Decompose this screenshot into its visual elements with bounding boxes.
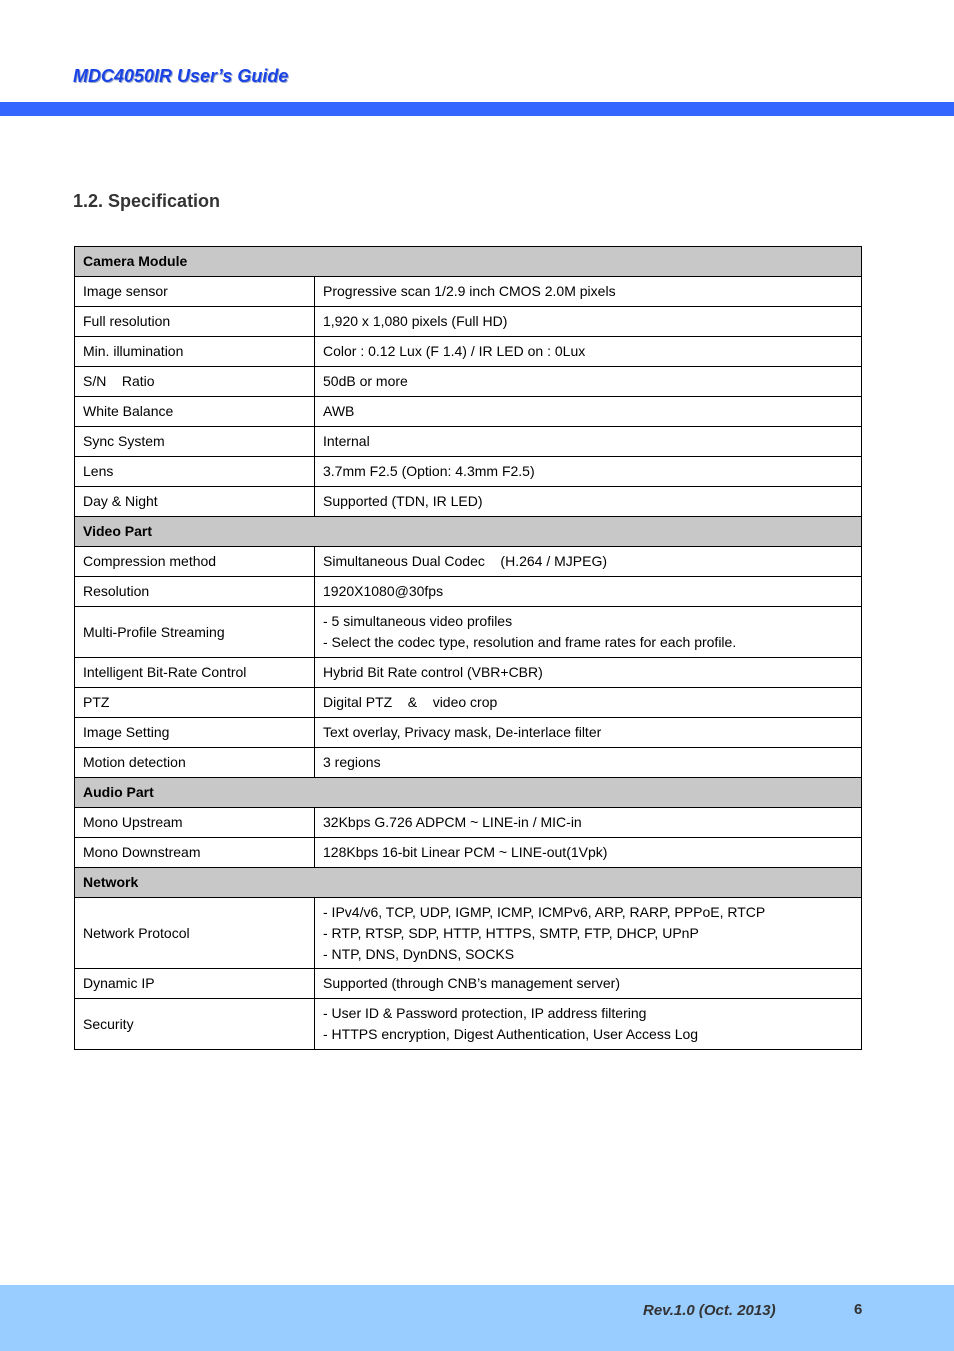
table-row <box>75 898 862 969</box>
spec-value-line: 128Kbps 16-bit Linear PCM ~ LINE-out(1Vpk) <box>323 844 608 860</box>
spec-value-line: - 5 simultaneous video profiles <box>323 613 513 629</box>
table-row <box>75 969 862 999</box>
spec-value <box>315 838 862 868</box>
spec-value-line: 1920X1080@30fps <box>323 583 444 599</box>
table-row <box>75 457 862 487</box>
spec-label: Dynamic IP <box>75 969 315 999</box>
spec-value <box>315 688 862 718</box>
revision-label: Rev.1.0 (Oct. 2013) <box>643 1302 776 1319</box>
spec-value <box>315 748 862 778</box>
page-number: 6 <box>854 1301 863 1318</box>
spec-value <box>315 427 862 457</box>
table-row <box>75 838 862 868</box>
spec-value-line: AWB <box>323 403 355 419</box>
spec-label: S/N Ratio <box>75 367 315 397</box>
spec-value-line: Simultaneous Dual Codec (H.264 / MJPEG) <box>323 553 608 569</box>
spec-value <box>315 607 862 658</box>
table-row <box>75 999 862 1050</box>
group-title: Audio Part <box>75 778 862 808</box>
table-row <box>75 397 862 427</box>
table-row <box>75 658 862 688</box>
spec-label: Sync System <box>75 427 315 457</box>
spec-value-line: - Select the codec type, resolution and frame rates for each profile. <box>323 634 737 650</box>
spec-value <box>315 969 862 999</box>
table-row <box>75 427 862 457</box>
table-row <box>75 607 862 658</box>
spec-value <box>315 577 862 607</box>
document-title: MDC4050IR User’s Guide <box>73 66 289 86</box>
table-row <box>75 748 862 778</box>
spec-value-line: - User ID & Password protection, IP address filtering <box>323 1005 647 1021</box>
spec-label: Network Protocol <box>75 898 315 969</box>
spec-value-line: Internal <box>323 433 370 449</box>
spec-value-line: 32Kbps G.726 ADPCM ~ LINE-in / MIC-in <box>323 814 582 830</box>
group-title: Network <box>75 868 862 898</box>
spec-value-line: 50dB or more <box>323 373 408 389</box>
spec-table <box>74 246 862 1050</box>
table-row <box>75 547 862 577</box>
table-group-header <box>75 247 862 277</box>
spec-value <box>315 658 862 688</box>
spec-label: Full resolution <box>75 307 315 337</box>
spec-label: Image sensor <box>75 277 315 307</box>
spec-value-line: Digital PTZ & video crop <box>323 694 498 710</box>
table-row <box>75 337 862 367</box>
spec-value <box>315 487 862 517</box>
spec-label: Security <box>75 999 315 1050</box>
table-row <box>75 718 862 748</box>
spec-value <box>315 367 862 397</box>
spec-value-line: 1,920 x 1,080 pixels (Full HD) <box>323 313 508 329</box>
spec-value <box>315 397 862 427</box>
spec-value <box>315 337 862 367</box>
spec-value <box>315 898 862 969</box>
table-row <box>75 307 862 337</box>
spec-value-line: 3.7mm F2.5 (Option: 4.3mm F2.5) <box>323 463 535 479</box>
table-row <box>75 367 862 397</box>
spec-label: Multi-Profile Streaming <box>75 607 315 658</box>
table-row <box>75 577 862 607</box>
spec-label: Image Setting <box>75 718 315 748</box>
spec-value <box>315 808 862 838</box>
spec-label: PTZ <box>75 688 315 718</box>
spec-value-line: Color : 0.12 Lux (F 1.4) / IR LED on : 0Lux <box>323 343 586 359</box>
table-row <box>75 487 862 517</box>
spec-value-line: 3 regions <box>323 754 381 770</box>
spec-value <box>315 718 862 748</box>
spec-value <box>315 307 862 337</box>
spec-label: Min. illumination <box>75 337 315 367</box>
spec-label: Intelligent Bit-Rate Control <box>75 658 315 688</box>
table-group-header <box>75 778 862 808</box>
spec-label: Resolution <box>75 577 315 607</box>
spec-label: Day & Night <box>75 487 315 517</box>
spec-value-line: Supported (TDN, IR LED) <box>323 493 483 509</box>
table-group-header <box>75 517 862 547</box>
spec-value-line: - RTP, RTSP, SDP, HTTP, HTTPS, SMTP, FTP, DHCP, UPnP <box>323 924 699 941</box>
table-row <box>75 277 862 307</box>
group-title: Video Part <box>75 517 862 547</box>
group-title: Camera Module <box>75 247 862 277</box>
header-bar <box>0 102 954 116</box>
spec-label: Compression method <box>75 547 315 577</box>
spec-value <box>315 999 862 1050</box>
spec-value <box>315 547 862 577</box>
spec-label: Motion detection <box>75 748 315 778</box>
spec-label: Lens <box>75 457 315 487</box>
footer-bar <box>0 1285 954 1351</box>
spec-value-line: - HTTPS encryption, Digest Authentication, User Access Log <box>323 1026 699 1042</box>
spec-value-line: Hybrid Bit Rate control (VBR+CBR) <box>323 664 543 680</box>
table-row <box>75 808 862 838</box>
spec-value-line: - NTP, DNS, DynDNS, SOCKS <box>323 945 515 962</box>
spec-label: White Balance <box>75 397 315 427</box>
spec-value-line: Supported (through CNB’s management server) <box>323 975 621 991</box>
spec-value <box>315 457 862 487</box>
table-group-header <box>75 868 862 898</box>
spec-label: Mono Downstream <box>75 838 315 868</box>
spec-value <box>315 277 862 307</box>
spec-value-line: - IPv4/v6, TCP, UDP, IGMP, ICMP, ICMPv6, ARP, RARP, PPPoE, RTCP <box>323 903 766 920</box>
spec-value-line: Text overlay, Privacy mask, De-interlace filter <box>323 724 602 740</box>
spec-label: Mono Upstream <box>75 808 315 838</box>
section-title: 1.2. Specification <box>73 191 221 211</box>
spec-value-line: Progressive scan 1/2.9 inch CMOS 2.0M pixels <box>323 283 616 299</box>
table-row <box>75 688 862 718</box>
